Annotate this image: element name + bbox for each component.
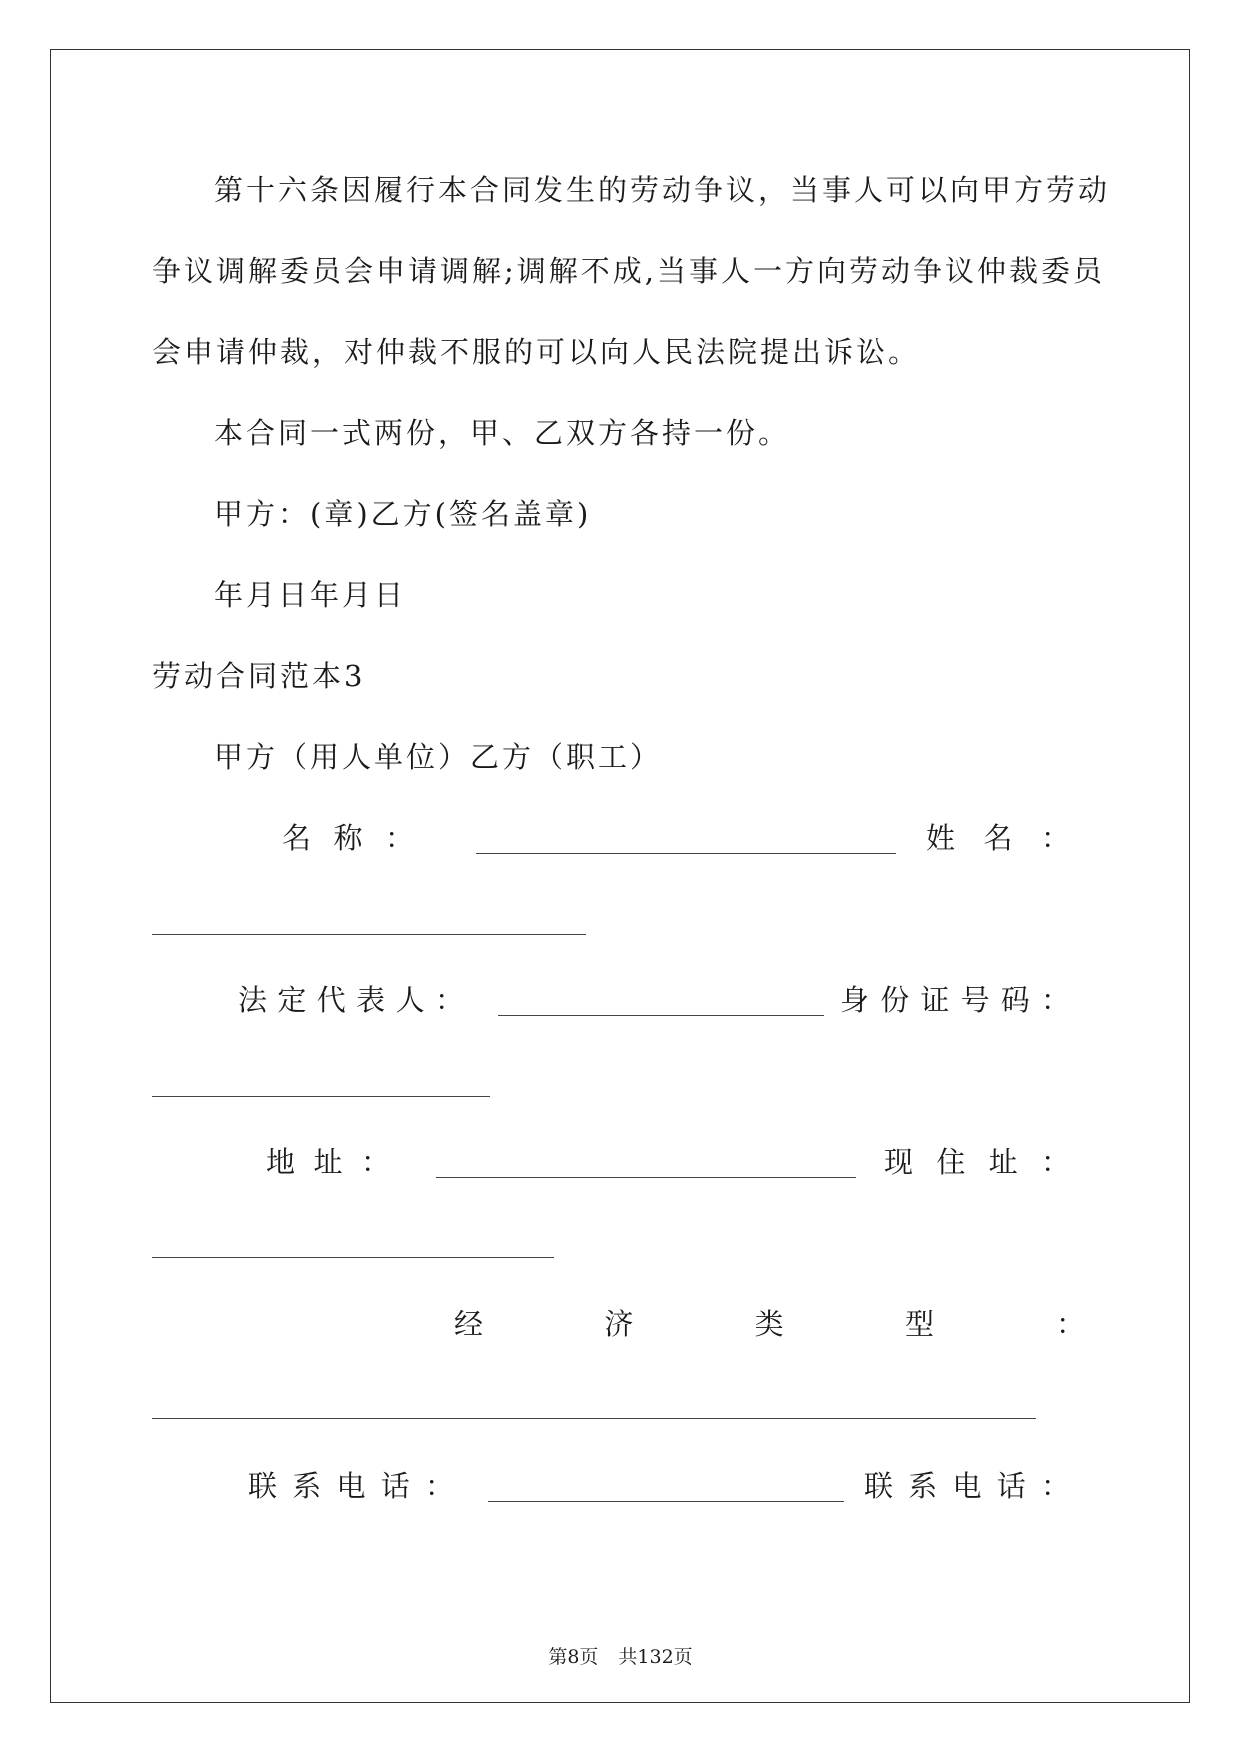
address-field[interactable] <box>436 1177 856 1178</box>
parties-line: 甲方（用人单位）乙方（职工） <box>214 740 663 774</box>
contact-phone-field-employer[interactable] <box>488 1501 844 1502</box>
economic-type-field[interactable] <box>152 1418 1036 1419</box>
full-name-field[interactable] <box>152 934 586 935</box>
paragraph-16-line-1: 第十六条因履行本合同发生的劳动争议，当事人可以向甲方劳动 <box>214 173 1111 207</box>
contact-phone-label-employer: 联 系 电 话 ： <box>248 1469 454 1503</box>
current-address-label: 现 住 址 ： <box>884 1145 1070 1179</box>
paragraph-16-line-3: 会申请仲裁，对仲裁不服的可以向人民法院提出诉讼。 <box>152 335 921 369</box>
page-total: 共132页 <box>618 1646 693 1668</box>
date-line: 年月日年月日 <box>214 578 407 612</box>
name-field[interactable] <box>476 853 896 854</box>
address-label: 地 址 ： <box>266 1145 390 1179</box>
section-title: 劳动合同范本3 <box>152 659 366 693</box>
contact-phone-label-employee: 联 系 电 话 ： <box>864 1469 1070 1503</box>
legal-representative-field[interactable] <box>498 1015 824 1016</box>
full-name-label: 姓 名 ： <box>926 821 1070 855</box>
signature-line: 甲方：(章)乙方(签名盖章) <box>214 497 592 531</box>
page-number: 第8页 <box>548 1646 599 1668</box>
name-label: 名 称 ： <box>282 821 414 855</box>
legal-representative-label: 法 定 代 表 人 ： <box>238 983 464 1017</box>
copies-statement: 本合同一式两份，甲、乙双方各持一份。 <box>214 416 791 450</box>
page-border <box>50 49 1190 1703</box>
economic-type-label: 经 济 类 型 <box>454 1307 934 1341</box>
id-number-field[interactable] <box>152 1096 490 1097</box>
economic-type-colon: ： <box>1056 1307 1086 1341</box>
page-footer <box>0 1648 1241 1667</box>
id-number-label: 身 份 证 号 码 ： <box>840 983 1070 1017</box>
paragraph-16-line-2: 争议调解委员会申请调解;调解不成,当事人一方向劳动争议仲裁委员 <box>152 254 1105 288</box>
current-address-field[interactable] <box>152 1257 554 1258</box>
